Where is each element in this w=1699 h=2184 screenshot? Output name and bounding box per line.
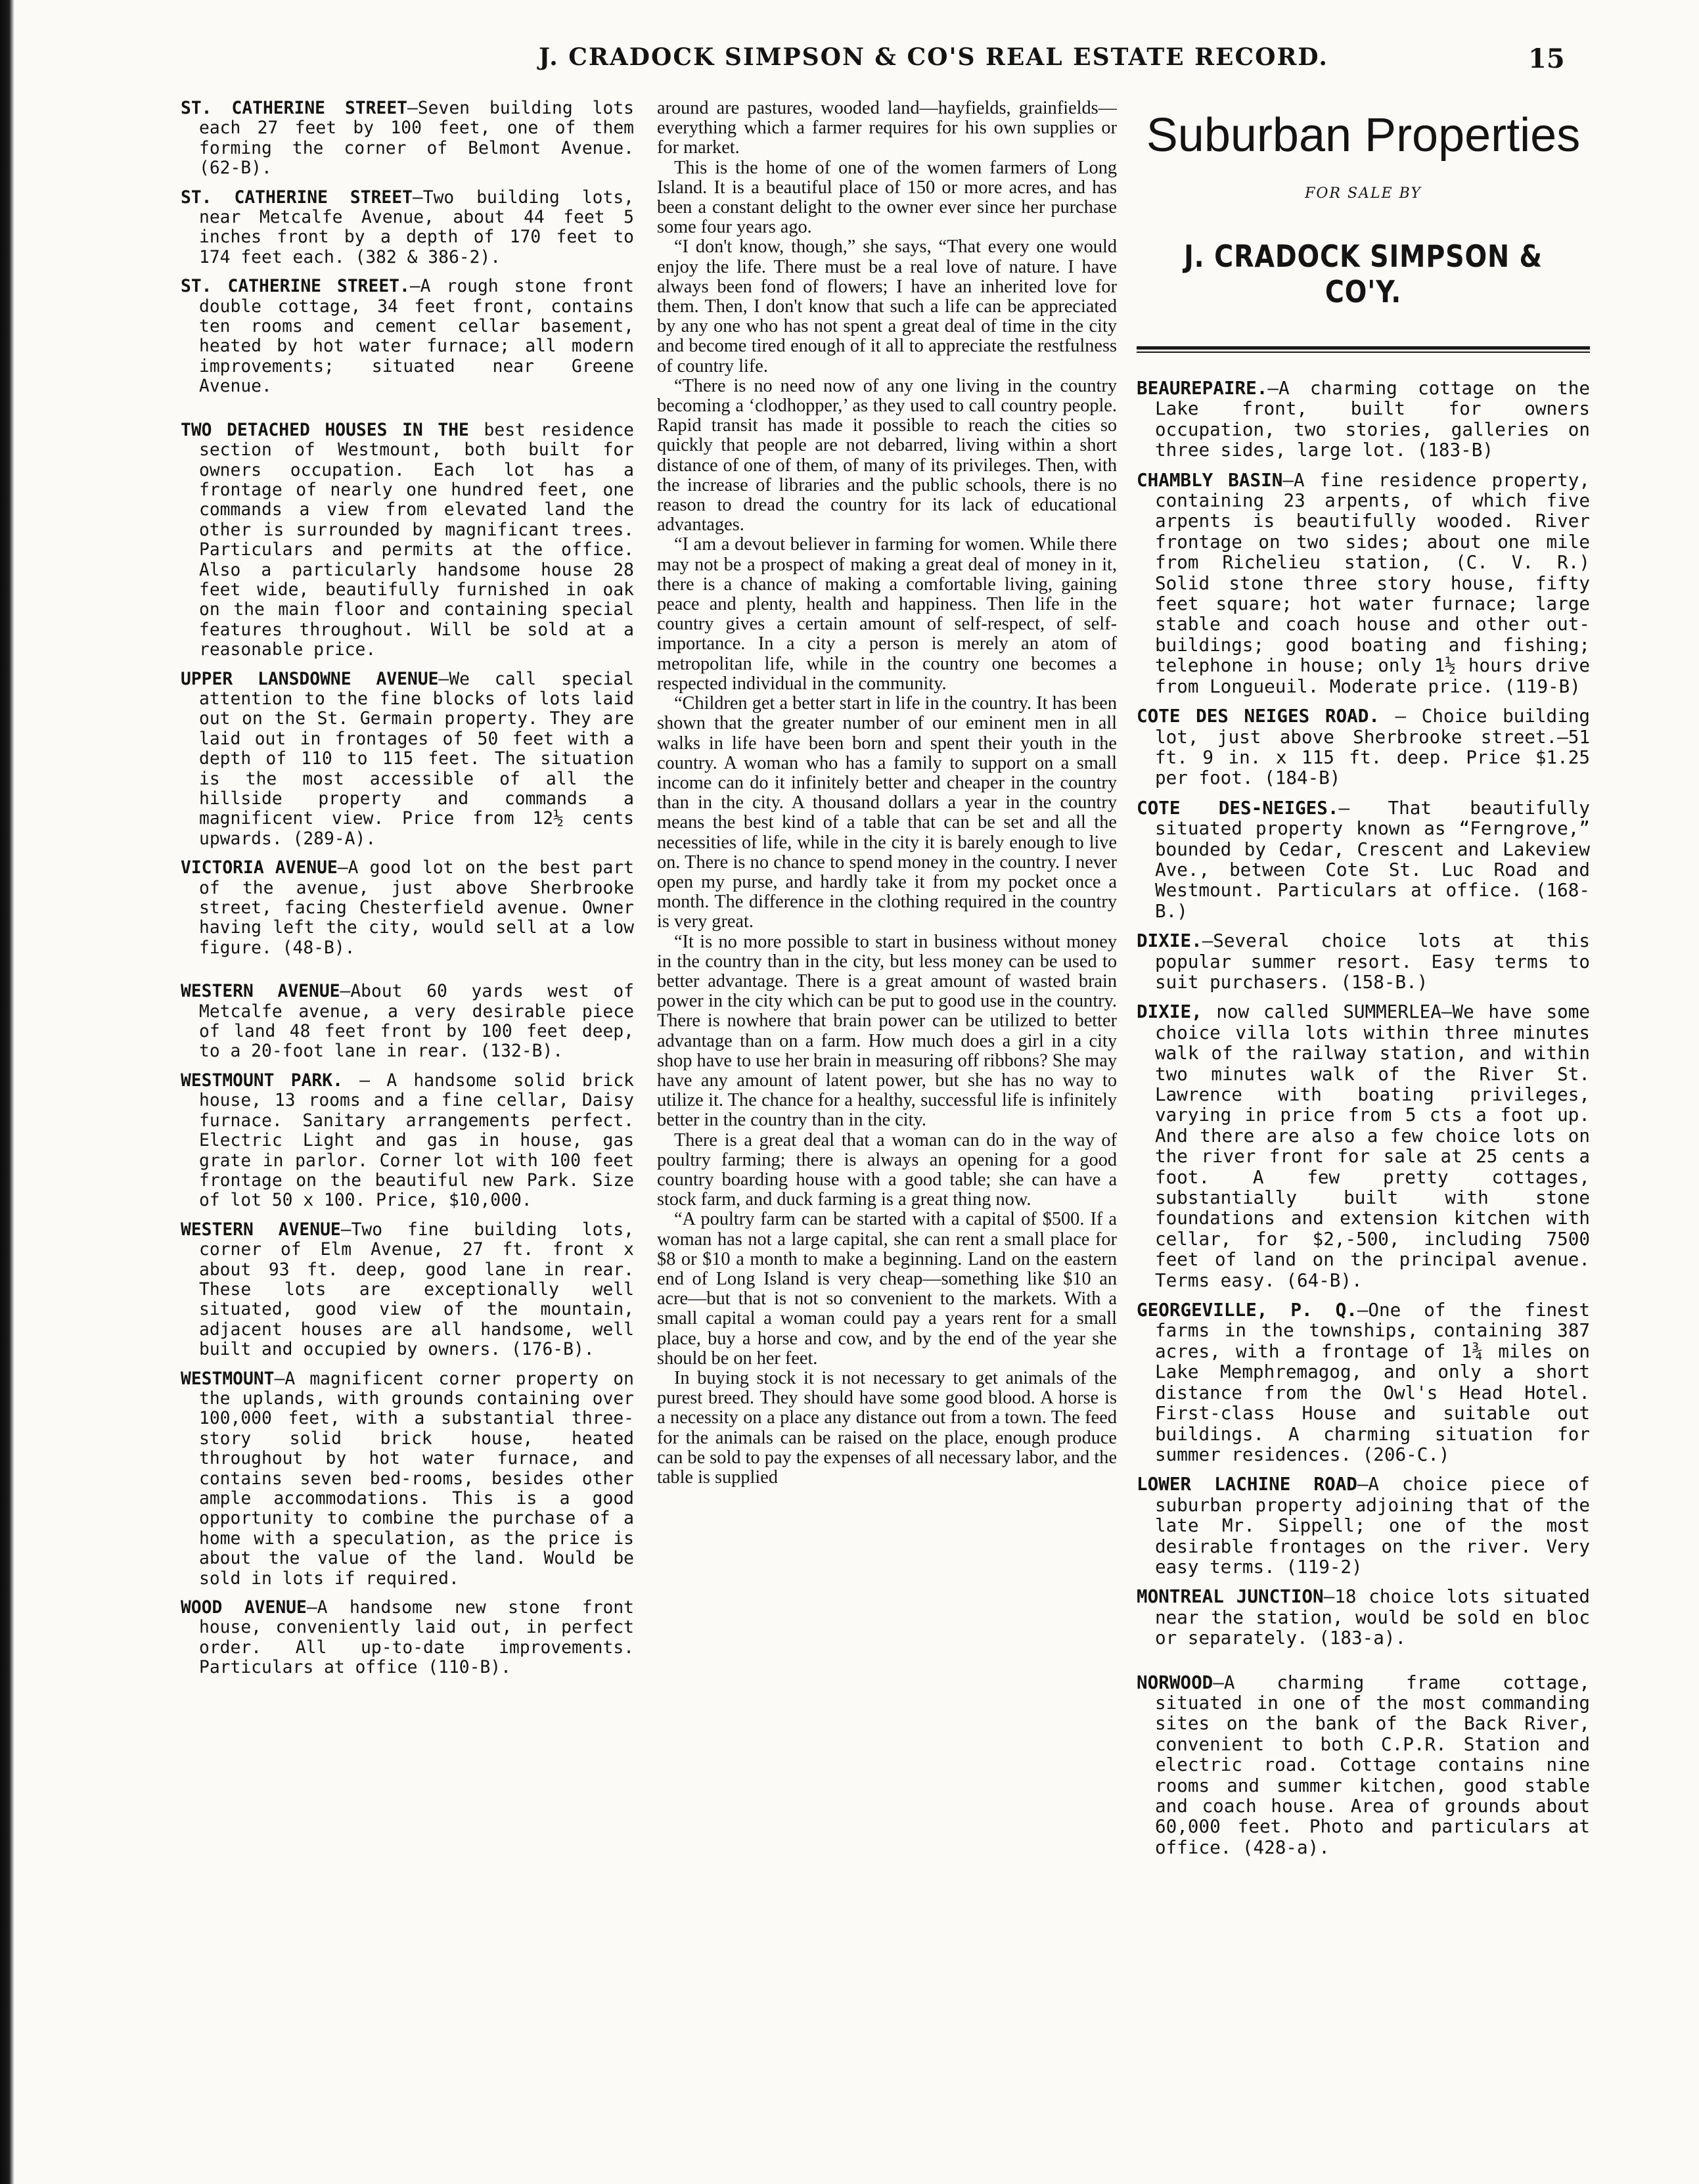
- listing-dixie-summerlea: [1137, 1001, 1590, 1290]
- article-paragraph: “It is no more possible to start in business without money in the country than in the city, but less money can be used to better advantage. There is a great amount of wasted brain power in the city which can be put to good use in the country. There is nowhere that brain power can be utilized to better advantage than on a farm. How much does a girl in a city shop have to use her brain in measuring off ribbons? She may have any amount of latent power, but she has no way to utilize it. The chance for a healthy, successful life is infinitely better in the country than in the city.: [657, 931, 1117, 1131]
- listing-cote-des-neiges-road: [1137, 706, 1590, 788]
- article-paragraph: There is a great deal that a woman can do in the way of poultry farming; there is always an opening for a good country boarding house with a good table; she can have a stock farm, and duck farming is a great thing now.: [657, 1129, 1117, 1210]
- listing-body: —A handsome new stone front house, conveniently laid out, in perfect order. All up-to-date improvements. Particulars at office (110-B).: [199, 1598, 634, 1678]
- section-subheading: FOR SALE BY: [1305, 185, 1422, 202]
- section-divider: [1137, 346, 1590, 353]
- listing-head: MONTREAL JUNCTION: [1137, 1585, 1324, 1608]
- article-paragraph: “A poultry farm can be started with a capital of $500. If a woman has not a large capital, she can rent a small place for $8 or $10 a month to make a beginning. Land on the eastern end of Long Island is very cheap—something like $10 an acre—but that is not so convenient to the markets. With a small capital a woman could pay a years rent for a small place, buy a horse and cow, and by the end of the year she should be on her feet.: [657, 1209, 1117, 1369]
- listing-st-catherine-2: [181, 188, 634, 268]
- listing-head: LOWER LACHINE ROAD: [1137, 1473, 1357, 1495]
- listing-body: —One of the finest farms in the townships, containing 387 acres, with a frontage of 1¾ miles on Lake Memphremagog, and only a short distance from the Owl's Head Hotel. First-class House and suitable out buildings. A charming situation for summer residences. (206-C.): [1155, 1299, 1590, 1465]
- listing-wood-avenue: [181, 1598, 634, 1678]
- page-number: 15: [1528, 43, 1565, 74]
- listing-body: best residence section of Westmount, both built for owners occupation. Each lot has a frontage of nearly one hundred feet, one commands a view from elevated land the other is surrounded by magnificant trees. Particulars and permits at the office. Also a particularly handsome house 28 feet wide, beautifully furnished in oak on the main floor and containing special features throughout. Will be sold at a reasonable price.: [199, 420, 634, 660]
- listing-beaurepaire: [1137, 378, 1590, 461]
- listing-body: —Two fine building lots, corner of Elm Avenue, 27 ft. front x about 93 ft. deep, good lane in rear. These lots are exceptionally well situated, good view of the mountain, adjacent houses are all handsome, well built and occupied by owners. (176-B).: [199, 1219, 634, 1360]
- listing-lower-lachine-road: [1137, 1474, 1590, 1577]
- listing-head: TWO DETACHED HOUSES IN THE: [181, 420, 469, 440]
- right-column-suburban: [1137, 99, 1590, 2070]
- listing-body: —A choice piece of suburban property adjoining that of the late Mr. Sippell; one of the most desirable frontages on the river. Very easy terms. (119-2): [1155, 1473, 1590, 1578]
- article-paragraph: In buying stock it is not necessary to get animals of the purest breed. They should have some good blood. A horse is a necessity on a place any distance out from a town. The feed for the animals can be raised on the place, enough produce can be sold to pay the expenses of all necessary labor, and the table is supplied: [657, 1368, 1117, 1488]
- listing-dixie-1: [1137, 930, 1590, 992]
- listing-head: COTE DES-NEIGES.: [1137, 796, 1339, 819]
- listing-westmount-park: [181, 1071, 634, 1211]
- listing-head: CHAMBLY BASIN: [1137, 468, 1283, 491]
- running-head: [0, 43, 1699, 83]
- listing-head: GEORGEVILLE, P. Q.: [1137, 1299, 1357, 1321]
- listing-body: —A good lot on the best part of the avenue, just above Sherbrooke street, facing Chesterfield avenue. Owner having left the city, would sell at a low figure. (48-B).: [199, 858, 634, 958]
- running-head-title: J. CRADOCK SIMPSON & CO'S REAL ESTATE RECORD.: [539, 43, 1328, 71]
- listing-head: UPPER LANSDOWNE AVENUE: [181, 669, 439, 689]
- listing-head: COTE DES NEIGES ROAD.: [1137, 705, 1380, 727]
- left-column-listings: [181, 99, 634, 2070]
- listing-body: — Choice building lot, just above Sherbrooke street.—51 ft. 9 in. x 115 ft. deep. Price $1.25 per foot. (184-B): [1155, 705, 1590, 789]
- listing-body: — A handsome solid brick house, 13 rooms and a fine cellar, Daisy furnace. Sanitary arrangements perfect. Electric Light and gas in house, gas grate in parlor. Corner lot with 100 feet frontage on the beautiful new Park. Size of lot 50 x 100. Price, $10,000.: [199, 1070, 634, 1211]
- listing-st-catherine-1: [181, 99, 634, 179]
- listing-body: —A fine residence property, containing 23 arpents, of which five arpents is beautifully wooded. River frontage on two sides; about one mile from Richelieu station, (C. V. R.) Solid stone three story house, fifty feet square; hot water furnace; large stable and coach house and other out-buildings; good boating and fishing; telephone in house; only 1½ hours drive from Longueuil. Moderate price. (119-B): [1155, 468, 1590, 697]
- listing-chambly-basin: [1137, 470, 1590, 696]
- listing-body: —A charming cottage on the Lake front, built for owners occupation, two stories, galleries on three sides, large lot. (183-B): [1155, 377, 1590, 461]
- listing-head: WESTERN AVENUE: [181, 1219, 341, 1240]
- listing-body: —A charming frame cottage, situated in one of the most commanding sites on the bank of the Back River, convenient to both C.P.R. Station and electric road. Cottage contains nine rooms and summer kitchen, good stable and coach house. Area of grounds about 60,000 feet. Photo and particulars at office. (428-a).: [1155, 1671, 1590, 1858]
- middle-column-article: [657, 99, 1117, 2070]
- article-paragraph: “There is no need now of any one living in the country becoming a ‘clodhopper,’ as they used to call country people. Rapid transit has made it possible to reach the cities so quickly that people are not debarred, living within a short distance of one of them, of many of its privileges. Then, with the increase of libraries and the public schools, there is no reason to dread the country for its lack of educational advantages.: [657, 375, 1117, 535]
- listing-body: —A magnificent corner property on the uplands, with grounds containing over 100,000 feet, with a substantial three-story solid brick house, heated throughout by hot water furnace, and contains seven bed-rooms, besides other ample accommodations. This is a good opportunity to combine the purchase of a home with a speculation, as the price is about the value of the land. Would be sold in lots if required.: [199, 1369, 634, 1589]
- article-paragraph: “I don't know, though,” she says, “That every one would enjoy the life. There must be a real love of nature. I have always been fond of flowers; I have an inherited love for them. Then, I don't know that such a life can be appreciated by any one who has not spent a great deal of time in the city and become tired enough of it all to appreciate the restfulness of country life.: [657, 237, 1117, 376]
- listing-head: ST. CATHERINE STREET.: [181, 277, 410, 297]
- listing-body: —We call special attention to the fine blocks of lots laid out on the St. Germain property. They are laid out in frontages of 50 feet with a depth of 110 to 115 feet. The situation is the most accessible of all the hillside property and commands a magnificent view. Price from 12½ cents upwards. (289-A).: [199, 669, 634, 849]
- listing-body: — That beautifully situated property known as “Ferngrove,” bounded by Cedar, Crescent and Lakeview Ave., between Cote St. Luc Road and Westmount. Particulars at office. (168-B.): [1155, 796, 1590, 922]
- listing-body: —Seven building lots each 27 feet by 100 feet, one of them forming the corner of Belmont Avenue. (62-B).: [199, 99, 634, 179]
- listing-head: BEAUREPAIRE.: [1137, 377, 1268, 399]
- listing-western-avenue-1: [181, 982, 634, 1062]
- listing-head: WESTMOUNT PARK.: [181, 1070, 343, 1091]
- listing-western-avenue-2: [181, 1220, 634, 1360]
- listing-head: WESTERN AVENUE: [181, 982, 340, 1002]
- listing-head: VICTORIA AVENUE: [181, 858, 338, 878]
- scanned-page-edge: [0, 0, 14, 2184]
- listing-head: WOOD AVENUE: [181, 1598, 307, 1618]
- listing-body: —18 choice lots situated near the station, would be sold en bloc or separately. (183-a).: [1155, 1585, 1590, 1649]
- listing-georgeville: [1137, 1300, 1590, 1465]
- listing-upper-lansdowne: [181, 670, 634, 850]
- listing-body: —A rough stone front double cottage, 34 feet front, contains ten rooms and cement cellar basement, heated by hot water furnace; all modern improvements; situated near Greene Avenue.: [199, 277, 634, 397]
- agent-name: J. CRADOCK SIMPSON & CO'Y.: [1184, 239, 1543, 309]
- listing-head: WESTMOUNT: [181, 1369, 275, 1389]
- listing-victoria-avenue: [181, 858, 634, 958]
- listing-body: now called SUMMERLEA—We have some choice villa lots within three minutes walk of the railway station, and within two minutes walk of the River St. Lawrence with boating privileges, varying in price from 5 cts a foot up. And there are also a few choice lots on the river front for sale at 25 cents a foot. A few pretty cottages, substantially built with stone foundations and extension kitchen with cellar, for $2,-500, including 7500 feet of land on the principal avenue. Terms easy. (64-B).: [1155, 1001, 1590, 1291]
- listing-head: ST. CATHERINE STREET: [181, 99, 407, 118]
- listing-head: NORWOOD: [1137, 1671, 1213, 1693]
- article-paragraph: “Children get a better start in life in the country. It has been shown that the greater number of our eminent men in all walks in life have been born and spent their youth in the country. A woman who has a family to support on a small income can do it infinitely better and cheaper in the country than in the city. A thousand dollars a year in the country means the best kind of a table that can be set and all the necessities of life, while in the city it is barely enough to live on. There is no chance to spend money in the country. I never open my purse, and hardly take it from my pocket once a month. The difference in the clothing required in the country is very great.: [657, 693, 1117, 932]
- listing-head: DIXIE,: [1137, 1001, 1202, 1023]
- listing-two-detached-houses: [181, 421, 634, 660]
- article-paragraph: around are pastures, wooded land—hayfields, grainfields—everything which a farmer requires for his own supplies or for market.: [657, 99, 1117, 158]
- listing-body: —Several choice lots at this popular summer resort. Easy terms to suit purchasers. (158-B.): [1155, 930, 1590, 993]
- listing-body: —Two building lots, near Metcalfe Avenue, about 44 feet 5 inches front by a depth of 170 feet to 174 feet each. (382 & 386-2).: [199, 187, 634, 267]
- article-paragraph: This is the home of one of the women farmers of Long Island. It is a beautiful place of 150 or more acres, and has been a constant delight to the owner ever since her purchase some four years ago.: [657, 157, 1117, 238]
- listing-head: ST. CATHERINE STREET: [181, 187, 413, 208]
- listing-norwood: [1137, 1672, 1590, 1858]
- suburban-ad-header: [1137, 108, 1590, 309]
- listing-st-catherine-3: [181, 277, 634, 396]
- listing-cote-des-neiges: [1137, 798, 1590, 921]
- section-heading: Suburban Properties: [1146, 109, 1581, 162]
- listing-montreal-junction: [1137, 1586, 1590, 1648]
- article-paragraph: “I am a devout believer in farming for women. While there may not be a prospect of making a great deal of money in it, there is a chance of making a comfortable living, gaining peace and plenty, health and happiness. Then life in the country gives a certain amount of self-respect, of self-importance. In a city a person is merely an atom of metropolitan life, while in the country one becomes a respected individual in the community.: [657, 534, 1117, 694]
- listing-westmount: [181, 1369, 634, 1589]
- listing-body: —About 60 yards west of Metcalfe avenue, a very desirable piece of land 48 feet front by 100 feet deep, to a 20-foot lane in rear. (132-B).: [199, 982, 634, 1062]
- listing-head: DIXIE.: [1137, 930, 1202, 952]
